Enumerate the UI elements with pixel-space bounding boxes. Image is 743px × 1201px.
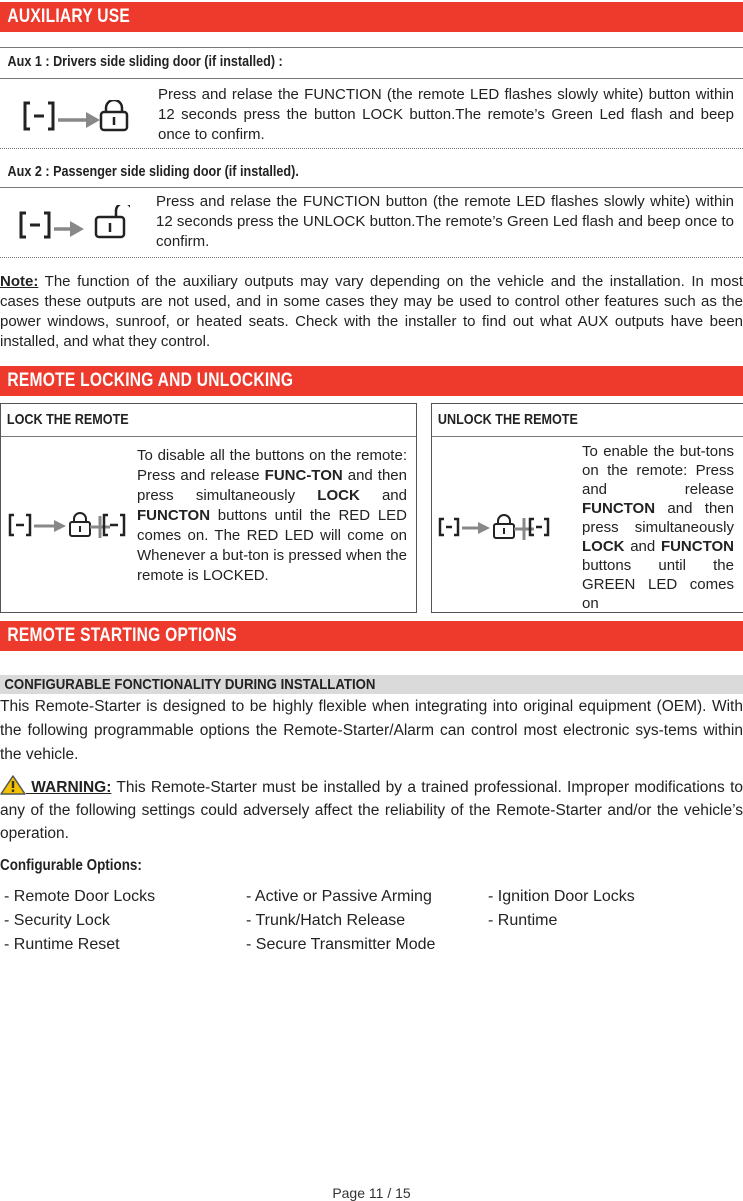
lock-remote-box [0,403,417,613]
function-button-icon [21,213,49,237]
dotted-divider [0,148,743,149]
warning-text: This Remote-Starter must be installed by a trained professional. Improper modifications to any of the following settings could adversely affect the reliability of the Remote-Starter and/or the vehicle’s operation. [0,779,743,842]
unlock-remote-box [431,403,743,613]
option-item: - Runtime Reset [4,936,120,953]
subheader-title: CONFIGURABLE FONCTIONALITY DURING INSTALLATION [4,676,376,693]
divider [0,78,743,79]
text-run: To enable the but-tons on the remote: Press and release [582,443,734,498]
option-item: - Active or Passive Arming [246,888,432,905]
divider [0,47,743,48]
configurable-options-title: Configurable Options: [0,857,142,874]
option-item: - Security Lock [4,912,110,929]
padlock-closed-icon [70,513,90,536]
text-run: buttons until the RED LED comes on. The RED LED will come on Whenever a but-ton is pressed when the remote is LOCKED. [137,507,407,584]
section-title: REMOTE STARTING OPTIONS [7,625,237,646]
padlock-open-icon [96,205,130,237]
bold-term: LOCK [582,538,625,555]
bold-term: FUNC-TON [264,467,343,484]
section-title: REMOTE LOCKING AND UNLOCKING [7,370,294,391]
arrow-right-icon [34,520,66,532]
arrow-right-icon [54,221,84,237]
arrow-right-icon [58,112,100,128]
lock-remote-title: LOCK THE REMOTE [1,404,416,437]
text-run: and then press simultaneously [137,467,407,504]
text-run: and [624,538,661,555]
option-item: - Ignition Door Locks [488,888,635,905]
bold-term: FUNCTON [582,500,656,517]
warning-triangle-icon [0,775,26,795]
option-item: - Remote Door Locks [4,888,156,905]
text-run: and [359,487,407,504]
warning-label: WARNING: [26,779,112,796]
lock-remote-diagram [8,512,128,538]
aux1-diagram [22,100,132,132]
aux2-diagram [18,205,130,241]
padlock-closed-icon [494,515,514,538]
function-button-icon [440,519,458,535]
padlock-closed-icon [101,100,127,130]
text-run: To disable all the buttons on the remote: Press and release [137,447,407,484]
aux-note [0,272,743,352]
bold-term: FUNCTON [137,507,211,524]
unlock-remote-title: UNLOCK THE REMOTE [432,404,743,437]
aux2-description: Press and relase the FUNCTION button (the remote LED flashes slowly white) within 12 seconds press the UNLOCK button.The remote’s Green Led flash and beep once to confirm. [156,193,734,250]
section-header-auxiliary-use [0,2,743,32]
note-text: The function of the auxiliary outputs may vary depending on the vehicle and the installation. In most cases these outputs are not used, and in some cases they may be used to control other features such as the power windows, sunroof, or heated seats. Check with the installer to find out what AUX outputs have been installed, and what they control. [0,273,743,350]
option-item: - Runtime [488,912,558,929]
warning-paragraph [0,775,743,845]
lock-remote-description [137,446,407,586]
option-item: - Trunk/Hatch Release [246,912,406,929]
option-item: - Secure Transmitter Mode [246,936,436,953]
section-header-remote-locking [0,366,743,396]
page-number: Page 11 / 15 [332,1185,411,1201]
unlock-remote-description [582,442,734,613]
divider [0,187,743,188]
note-label: Note: [0,273,39,290]
aux1-description: Press and relase the FUNCTION (the remote LED flashes slowly white) button within 12 seconds press the button LOCK button.The remote’s Green Led flash and beep once to confirm. [158,86,734,143]
function-button-icon [104,515,124,535]
remote-start-intro: This Remote-Starter is designed to be highly flexible when integrating into original equipment (OEM). With the following programmable options the Remote-Starter/Alarm can control most electronic sys-tems within the vehicle. [0,698,743,763]
aux2-title: Aux 2 : Passenger side sliding door (if installed). [7,163,299,180]
bold-term: FUNCTON [660,538,734,555]
text-run: buttons until the GREEN LED comes on [582,557,734,612]
unlock-remote-diagram [438,514,558,540]
text-run: and then press simultaneously [582,500,734,536]
configurable-subheader [0,675,743,694]
arrow-right-icon [462,522,490,534]
function-button-icon [25,103,53,129]
section-header-remote-starting [0,621,743,651]
section-title: AUXILIARY USE [7,6,131,27]
function-button-icon [530,519,548,535]
bold-term: LOCK [317,487,360,504]
aux1-title: Aux 1 : Drivers side sliding door (if installed) : [7,53,283,70]
function-button-icon [10,515,30,535]
dotted-divider [0,257,743,258]
